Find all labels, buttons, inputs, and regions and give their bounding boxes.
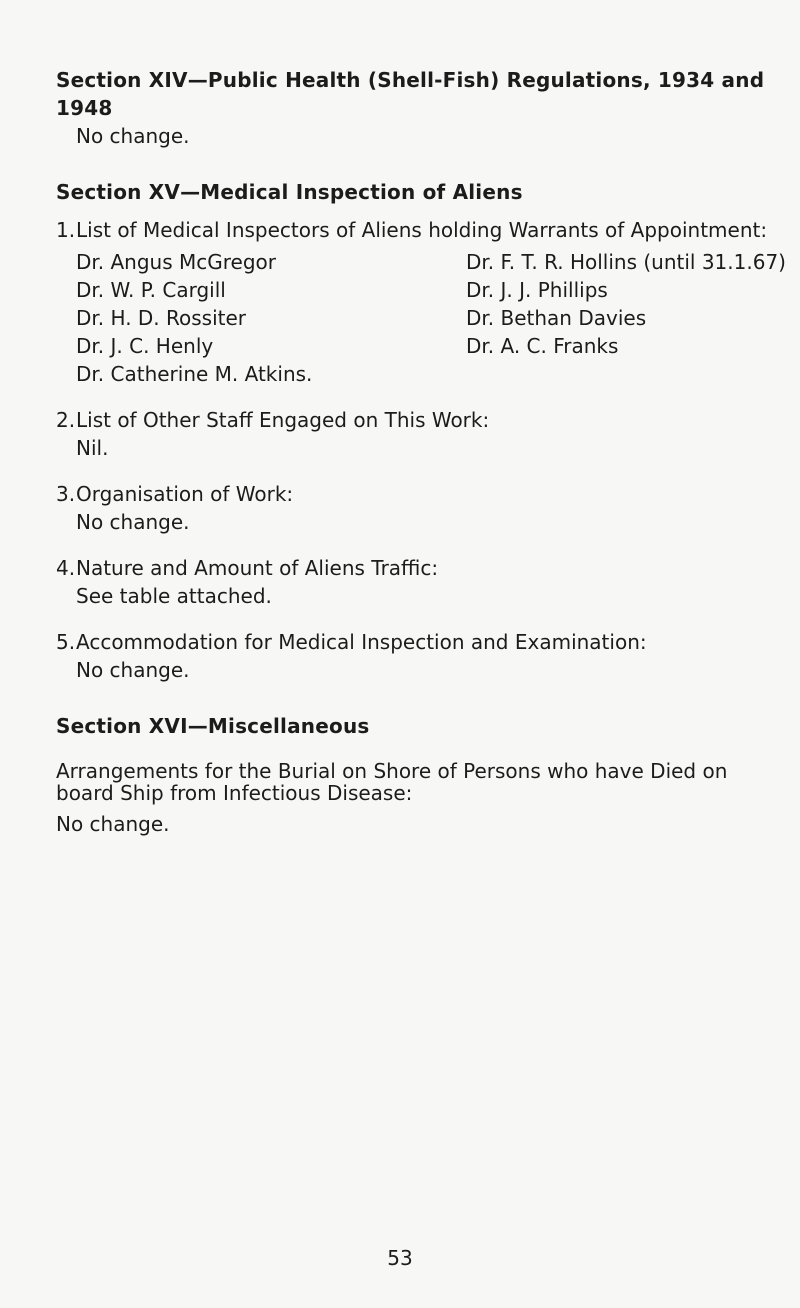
inspectors-right-column bbox=[466, 248, 800, 388]
item-3-body: No change. bbox=[76, 510, 190, 534]
item-4-text: Nature and Amount of Aliens Traffic: bbox=[76, 556, 439, 580]
section-xv-item-2 bbox=[56, 406, 776, 462]
inspectors-list bbox=[56, 248, 786, 388]
section-xvi-heading: Section XVI—Miscellaneous bbox=[56, 714, 370, 738]
item-4-body: See table attached. bbox=[76, 584, 272, 608]
item-1-line bbox=[56, 216, 776, 244]
item-2-text: List of Other Staff Engaged on This Work: bbox=[76, 408, 490, 432]
inspector-name: Dr. F. T. R. Hollins (until 31.1.67) bbox=[466, 250, 786, 274]
item-2-line bbox=[56, 406, 776, 434]
item-1-text: List of Medical Inspectors of Aliens holding Warrants of Appointment: bbox=[76, 218, 768, 242]
item-5-text: Accommodation for Medical Inspection and Examination: bbox=[76, 630, 647, 654]
inspector-name: Dr. Angus McGregor bbox=[76, 250, 276, 274]
section-xv-item-5 bbox=[56, 628, 776, 684]
inspector-name: Dr. J. J. Phillips bbox=[466, 278, 608, 302]
item-5-number: 5. bbox=[56, 630, 76, 654]
item-3-text: Organisation of Work: bbox=[76, 482, 294, 506]
document-page bbox=[56, 66, 786, 864]
section-xiv-body: No change. bbox=[76, 124, 190, 148]
section-xiv bbox=[56, 66, 776, 150]
inspector-name: Dr. H. D. Rossiter bbox=[76, 306, 247, 330]
section-xv-item-4 bbox=[56, 554, 776, 610]
section-xv bbox=[56, 178, 786, 684]
item-2-body: Nil. bbox=[76, 436, 109, 460]
item-4-number: 4. bbox=[56, 556, 76, 580]
section-xvi-text: Arrangements for the Burial on Shore of Persons who have Died on board Ship from Infectious Disease: bbox=[56, 759, 728, 805]
item-4-line bbox=[56, 554, 776, 582]
section-xiv-heading: Section XIV—Public Health (Shell-Fish) Regulations, 1934 and 1948 bbox=[56, 68, 765, 120]
item-3-line bbox=[56, 480, 776, 508]
item-3-number: 3. bbox=[56, 482, 76, 506]
section-xv-item-1 bbox=[56, 216, 786, 388]
item-5-body: No change. bbox=[76, 658, 190, 682]
item-5-line bbox=[56, 628, 776, 656]
section-xvi-body: No change. bbox=[56, 812, 170, 836]
section-xv-item-3 bbox=[56, 480, 776, 536]
item-2-number: 2. bbox=[56, 408, 76, 432]
section-xvi bbox=[56, 712, 776, 838]
inspector-name: Dr. J. C. Henly bbox=[76, 334, 214, 358]
inspector-name: Dr. A. C. Franks bbox=[466, 334, 619, 358]
inspector-name: Dr. W. P. Cargill bbox=[76, 278, 226, 302]
inspectors-left-column bbox=[76, 248, 466, 388]
section-xv-heading: Section XV—Medical Inspection of Aliens bbox=[56, 180, 523, 204]
item-1-number: 1. bbox=[56, 218, 76, 242]
inspector-name: Dr. Catherine M. Atkins. bbox=[76, 362, 313, 386]
page-number: 53 bbox=[387, 1246, 413, 1270]
inspector-name: Dr. Bethan Davies bbox=[466, 306, 647, 330]
